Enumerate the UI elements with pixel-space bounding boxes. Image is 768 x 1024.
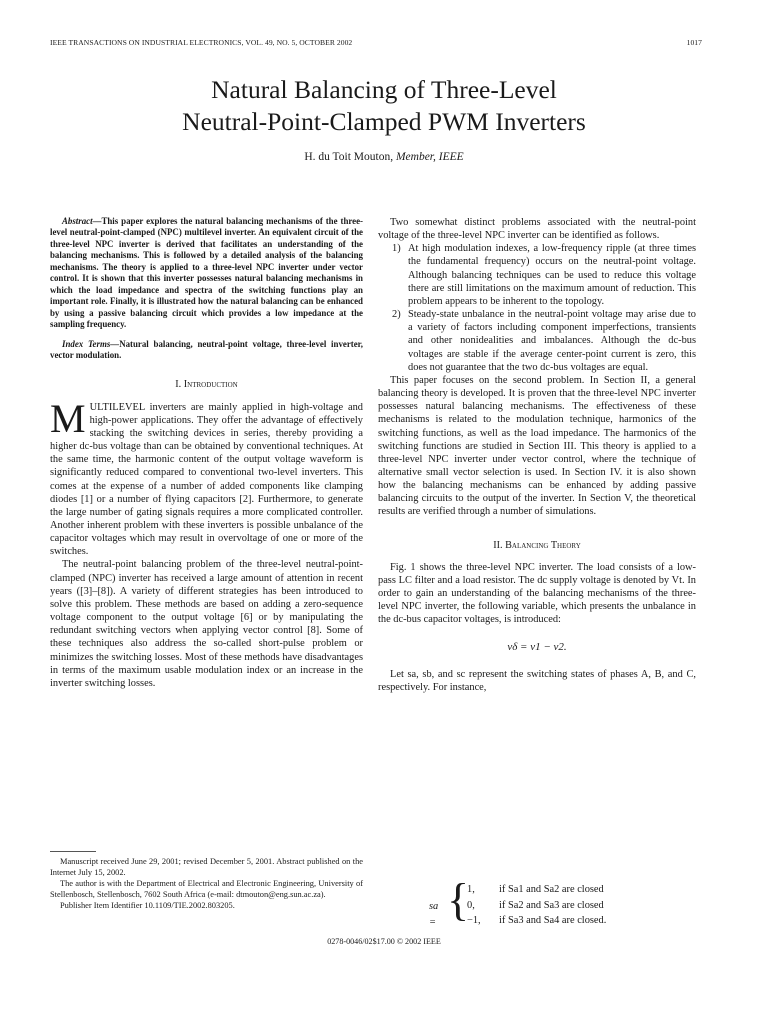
case-value: 0,: [467, 899, 475, 911]
footnotes: [50, 856, 363, 911]
equation-case: [467, 882, 697, 898]
paper-title: [0, 74, 768, 138]
footnote-received: Manuscript received June 29, 2001; revised December 5, 2001. Abstract published on the Internet July 15, 2002.: [50, 857, 363, 877]
case-condition: if Sa1 and Sa2 are closed: [499, 884, 604, 895]
index-terms: [50, 339, 363, 362]
equation-v-delta: vδ = v1 − v2.: [507, 640, 567, 653]
list-item-number: 1): [392, 243, 401, 255]
paper-overview-paragraph: This paper focuses on the second problem. In Section II, a general balancing theory is developed. It is proven that the three-level NPC inverter possesses natural balancing mechanisms. The effectiveness of these mechanisms is related to the modulation technique, harmonics of the switching functions, as well as the load impedance. The harmonics of the switching functions are studied in Section III. This theory is applied to a three-level NPC inverter under vector control, where the technique of alternative small vector selection is used. In Section IV. it is also shown how the balancing mechanisms can be enhanced by adding passive balancing circuits to the output of the inverter. In Section V, the theoretical results are verified through a number of simulations.: [378, 374, 696, 518]
copyright-footer: 0278-0046/02$17.00 © 2002 IEEE: [327, 937, 441, 946]
page-number: 1017: [686, 38, 702, 47]
left-column: [50, 216, 363, 690]
problem-list: [378, 242, 696, 374]
intro-paragraph-2: The neutral-point balancing problem of the three-level neutral-point-clamped (NPC) inverter has received a large amount of attention in recent years ([3]–[8]). A variety of different strategies has been introduced to solve this problem. These methods are based on adding a zero-sequence voltage component to the output voltage [6] or by manipulating the redundant switching vectors when applying vector control [8]. Some of these techniques also address the so-called short-pulse problem or minimizes the switching losses. Most of these methods have disadvantages in terms of the maximum usable modulation index or an increase in the inverter switching losses.: [50, 559, 363, 689]
section-1-title: Introduction: [183, 379, 238, 391]
left-brace-icon: {: [447, 874, 470, 925]
title-line-2: Neutral-Point-Clamped PWM Inverters: [182, 107, 586, 136]
balancing-paragraph-2: Let sa, sb, and sc represent the switching states of phases A, B, and C, respectively. For instance,: [378, 668, 696, 693]
section-1-number: I.: [175, 379, 182, 391]
index-terms-text: Natural balancing, neutral-point voltage, three-level inverter, vector modulation.: [50, 338, 364, 360]
section-1-heading: [50, 378, 363, 391]
footnote-affiliation: The author is with the Department of Electrical and Electronic Engineering, University of Stellenbosch, Stellenbosch, 7602 South Africa (e-mail: dtmouton@eng.sun.ac.za).: [50, 879, 363, 899]
case-value: −1,: [467, 915, 481, 927]
list-item: [378, 242, 696, 308]
footnote-publisher-id: Publisher Item Identifier 10.1109/TIE.2002.803205.: [60, 901, 235, 910]
equation-cases: [467, 882, 697, 929]
author-role: Member, IEEE: [395, 151, 464, 163]
case-condition: if Sa3 and Sa4 are closed.: [499, 915, 607, 927]
case-value: 1,: [467, 884, 475, 895]
equation-case: [467, 898, 697, 914]
equation-lhs: sa =: [429, 901, 439, 928]
list-item-text: At high modulation indexes, a low-frequency ripple (at three times the fundamental frequency) occurs on the neutral-point voltage. Although balancing techniques can be used to reduce this voltage there are still limitations on the maximum amount of reduction. This problem appears to be inherent to the topology.: [408, 243, 696, 307]
case-condition: if Sa2 and Sa3 are closed: [499, 899, 604, 911]
balancing-paragraph-1: Fig. 1 shows the three-level NPC inverter. The load consists of a low-pass LC filter and a load resistor. The dc supply voltage is denoted by Vt. In order to gain an understanding of the balancing mechanisms of the three-level NPC inverter, the following variable, which presents the unbalance in the dc-bus capacitor voltages, is introduced:: [378, 561, 696, 626]
equation-case: [467, 913, 697, 929]
section-2-title: Balancing Theory: [505, 539, 581, 551]
section-2-number: II.: [493, 539, 503, 551]
abstract: [50, 216, 363, 331]
footnote-rule: [50, 851, 96, 852]
abstract-lead: Abstract—: [62, 216, 102, 226]
list-item-text: Steady-state unbalance in the neutral-point voltage may arise due to a variety of factors including component imperfections, transients and other nonidealities and imbalances. Although the dc-bus voltages are stable if the average center-point current is zero, this does not guarantee that the two dc-bus voltages are equal.: [408, 309, 696, 373]
section-2-heading: [378, 539, 696, 552]
abstract-text: This paper explores the natural balancing mechanisms of the three-level neutral-point-clamped (NPC) multilevel inverter. An equivalent circuit of the three-level NPC inverter is derived that facilitates an understanding of the balancing mechanisms. This is followed by a detailed analysis of the balancing mechanisms. The theory is applied to a three-level NPC inverter under vector control. It is shown that this inverter possesses natural balancing mechanisms in which the load impedance and spectra of the switching functions play an important role. Finally, it is illustrated how the natural balancing can be enhanced by using a passive balancing circuit which provides a low impedance at the sampling frequency.: [50, 216, 363, 330]
problems-intro: Two somewhat distinct problems associated with the neutral-point voltage of the three-level NPC inverter can be identified as follows.: [378, 217, 696, 242]
right-column: [378, 216, 696, 694]
title-line-1: Natural Balancing of Three-Level: [211, 75, 557, 104]
author-name: H. du Toit Mouton,: [304, 151, 394, 163]
list-item: [378, 308, 696, 374]
author-line: [0, 151, 768, 163]
journal-header: IEEE TRANSACTIONS ON INDUSTRIAL ELECTRONICS, VOL. 49, NO. 5, OCTOBER 2002: [50, 38, 353, 47]
intro-paragraph-1-text: ULTILEVEL inverters are mainly applied in high-voltage and high-power applications. They offer the advantage of effectively stacking the switching devices in series, thereby providing a higher dc-bus voltage than can be obtained by conventional techniques. At the same time, the harmonic content of the output voltage waveform is significantly reduced compared to conventional two-level inverters. This comes at the expense of a number of added components like clamping diodes [1] or a number of flying capacitors [2]. Furthermore, to generate the large number of gating signals requires a more complicated controller. Another inherent problem with these inverters is possible unbalance of the capacitor voltages which may result in overvoltage of one or more of the switches.: [50, 401, 363, 558]
drop-cap: M: [50, 395, 86, 441]
list-item-number: 2): [392, 309, 401, 321]
intro-paragraph-1: [50, 395, 363, 559]
index-terms-lead: Index Terms—: [62, 338, 120, 349]
